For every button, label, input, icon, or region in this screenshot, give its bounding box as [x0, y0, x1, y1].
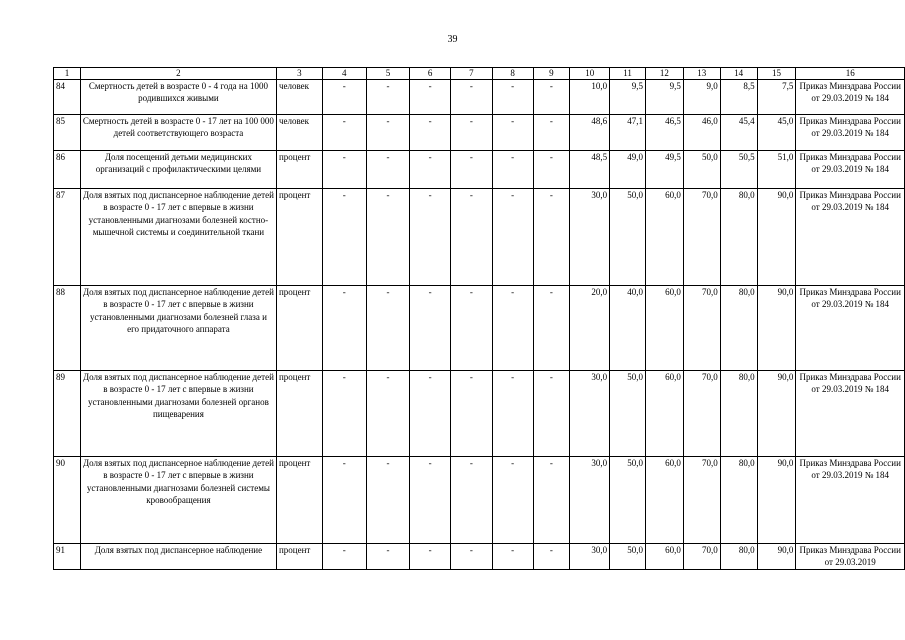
column-header-3: 3 [276, 68, 322, 80]
row-number: 85 [54, 115, 81, 151]
value-cell: 49,0 [610, 151, 646, 189]
value-cell: 60,0 [645, 544, 683, 570]
empty-value-cell: - [410, 189, 451, 286]
value-cell: 45,0 [757, 115, 796, 151]
value-cell: 47,1 [610, 115, 646, 151]
value-cell: 80,0 [720, 457, 757, 544]
empty-value-cell: - [410, 371, 451, 457]
value-cell: 49,5 [645, 151, 683, 189]
column-header-15: 15 [757, 68, 796, 80]
column-header-8: 8 [492, 68, 533, 80]
indicator-name: Смертность детей в возрасте 0 - 4 года на 1000 родившихся живыми [80, 80, 276, 115]
empty-value-cell: - [533, 115, 570, 151]
empty-value-cell: - [410, 151, 451, 189]
source-cell: Приказ Минздрава России от 29.03.2019 № 184 [796, 457, 905, 544]
source-cell: Приказ Минздрава России от 29.03.2019 [796, 544, 905, 570]
value-cell: 90,0 [757, 544, 796, 570]
value-cell: 70,0 [683, 286, 720, 371]
value-cell: 30,0 [570, 189, 610, 286]
value-cell: 30,0 [570, 544, 610, 570]
unit-cell: процент [276, 371, 322, 457]
value-cell: 60,0 [645, 189, 683, 286]
unit-cell: человек [276, 80, 322, 115]
empty-value-cell: - [410, 115, 451, 151]
indicator-name: Доля взятых под диспансерное наблюдение детей в возрасте 0 - 17 лет с впервые в жизни установленными диагнозами болезней системы кровообращения [80, 457, 276, 544]
value-cell: 50,0 [610, 371, 646, 457]
column-header-10: 10 [570, 68, 610, 80]
value-cell: 20,0 [570, 286, 610, 371]
empty-value-cell: - [492, 115, 533, 151]
value-cell: 90,0 [757, 189, 796, 286]
value-cell: 70,0 [683, 544, 720, 570]
page-number: 39 [447, 34, 458, 45]
value-cell: 30,0 [570, 457, 610, 544]
empty-value-cell: - [451, 189, 493, 286]
column-header-13: 13 [683, 68, 720, 80]
value-cell: 80,0 [720, 371, 757, 457]
empty-value-cell: - [366, 371, 410, 457]
empty-value-cell: - [451, 371, 493, 457]
table-row [54, 544, 905, 570]
source-cell: Приказ Минздрава России от 29.03.2019 № 184 [796, 189, 905, 286]
value-cell: 80,0 [720, 286, 757, 371]
value-cell: 80,0 [720, 189, 757, 286]
empty-value-cell: - [492, 371, 533, 457]
value-cell: 60,0 [645, 286, 683, 371]
value-cell: 50,0 [610, 189, 646, 286]
value-cell: 8,5 [720, 80, 757, 115]
empty-value-cell: - [366, 544, 410, 570]
row-number: 87 [54, 189, 81, 286]
row-number: 89 [54, 371, 81, 457]
value-cell: 30,0 [570, 371, 610, 457]
empty-value-cell: - [366, 457, 410, 544]
value-cell: 10,0 [570, 80, 610, 115]
column-header-11: 11 [610, 68, 646, 80]
column-header-6: 6 [410, 68, 451, 80]
indicator-name: Смертность детей в возрасте 0 - 17 лет на 100 000 детей соответствующего возраста [80, 115, 276, 151]
empty-value-cell: - [451, 151, 493, 189]
column-header-1: 1 [54, 68, 81, 80]
empty-value-cell: - [451, 457, 493, 544]
empty-value-cell: - [533, 544, 570, 570]
unit-cell: процент [276, 286, 322, 371]
table-row [54, 151, 905, 189]
empty-value-cell: - [410, 544, 451, 570]
value-cell: 70,0 [683, 457, 720, 544]
column-header-12: 12 [645, 68, 683, 80]
row-number: 91 [54, 544, 81, 570]
row-number: 90 [54, 457, 81, 544]
value-cell: 9,5 [610, 80, 646, 115]
value-cell: 9,0 [683, 80, 720, 115]
column-header-4: 4 [322, 68, 366, 80]
table-row [54, 457, 905, 544]
empty-value-cell: - [366, 286, 410, 371]
header-row [54, 68, 905, 80]
indicator-name: Доля посещений детьми медицинских организаций с профилактическими целями [80, 151, 276, 189]
value-cell: 60,0 [645, 371, 683, 457]
empty-value-cell: - [492, 151, 533, 189]
column-header-16: 16 [796, 68, 905, 80]
empty-value-cell: - [366, 189, 410, 286]
empty-value-cell: - [492, 286, 533, 371]
value-cell: 60,0 [645, 457, 683, 544]
empty-value-cell: - [410, 457, 451, 544]
value-cell: 46,0 [683, 115, 720, 151]
row-number: 84 [54, 80, 81, 115]
value-cell: 40,0 [610, 286, 646, 371]
empty-value-cell: - [451, 286, 493, 371]
empty-value-cell: - [492, 544, 533, 570]
empty-value-cell: - [366, 115, 410, 151]
empty-value-cell: - [492, 189, 533, 286]
empty-value-cell: - [533, 189, 570, 286]
value-cell: 51,0 [757, 151, 796, 189]
table-row [54, 80, 905, 115]
value-cell: 9,5 [645, 80, 683, 115]
column-header-5: 5 [366, 68, 410, 80]
table-row [54, 115, 905, 151]
value-cell: 70,0 [683, 189, 720, 286]
table-body [54, 68, 905, 570]
source-cell: Приказ Минздрава России от 29.03.2019 № 184 [796, 286, 905, 371]
table-row [54, 371, 905, 457]
indicator-name: Доля взятых под диспансерное наблюдение [80, 544, 276, 570]
value-cell: 90,0 [757, 457, 796, 544]
value-cell: 45,4 [720, 115, 757, 151]
empty-value-cell: - [366, 80, 410, 115]
value-cell: 46,5 [645, 115, 683, 151]
empty-value-cell: - [322, 189, 366, 286]
source-cell: Приказ Минздрава России от 29.03.2019 № 184 [796, 115, 905, 151]
empty-value-cell: - [366, 151, 410, 189]
empty-value-cell: - [410, 286, 451, 371]
empty-value-cell: - [322, 371, 366, 457]
table-row [54, 286, 905, 371]
unit-cell: процент [276, 544, 322, 570]
indicator-name: Доля взятых под диспансерное наблюдение детей в возрасте 0 - 17 лет с впервые в жизни установленными диагнозами болезней глаза и его придаточного аппарата [80, 286, 276, 371]
empty-value-cell: - [492, 80, 533, 115]
value-cell: 90,0 [757, 371, 796, 457]
empty-value-cell: - [410, 80, 451, 115]
empty-value-cell: - [322, 457, 366, 544]
empty-value-cell: - [533, 457, 570, 544]
indicators-table [53, 67, 905, 570]
empty-value-cell: - [322, 544, 366, 570]
empty-value-cell: - [492, 457, 533, 544]
column-header-9: 9 [533, 68, 570, 80]
empty-value-cell: - [533, 151, 570, 189]
value-cell: 50,0 [610, 457, 646, 544]
empty-value-cell: - [533, 286, 570, 371]
empty-value-cell: - [322, 151, 366, 189]
column-header-14: 14 [720, 68, 757, 80]
value-cell: 50,0 [683, 151, 720, 189]
value-cell: 90,0 [757, 286, 796, 371]
empty-value-cell: - [451, 80, 493, 115]
empty-value-cell: - [322, 286, 366, 371]
value-cell: 48,6 [570, 115, 610, 151]
row-number: 88 [54, 286, 81, 371]
column-header-7: 7 [451, 68, 493, 80]
unit-cell: человек [276, 115, 322, 151]
empty-value-cell: - [322, 115, 366, 151]
empty-value-cell: - [533, 80, 570, 115]
indicator-name: Доля взятых под диспансерное наблюдение детей в возрасте 0 - 17 лет с впервые в жизни установленными диагнозами болезней органов пищеварения [80, 371, 276, 457]
value-cell: 50,5 [720, 151, 757, 189]
empty-value-cell: - [533, 371, 570, 457]
value-cell: 70,0 [683, 371, 720, 457]
value-cell: 50,0 [610, 544, 646, 570]
value-cell: 48,5 [570, 151, 610, 189]
empty-value-cell: - [451, 115, 493, 151]
table-row [54, 189, 905, 286]
unit-cell: процент [276, 189, 322, 286]
column-header-2: 2 [80, 68, 276, 80]
row-number: 86 [54, 151, 81, 189]
source-cell: Приказ Минздрава России от 29.03.2019 № 184 [796, 151, 905, 189]
value-cell: 7,5 [757, 80, 796, 115]
source-cell: Приказ Минздрава России от 29.03.2019 № 184 [796, 80, 905, 115]
unit-cell: процент [276, 457, 322, 544]
empty-value-cell: - [322, 80, 366, 115]
indicator-name: Доля взятых под диспансерное наблюдение детей в возрасте 0 - 17 лет с впервые в жизни установленными диагнозами болезней костно-мышечной системы и соединительной ткани [80, 189, 276, 286]
empty-value-cell: - [451, 544, 493, 570]
source-cell: Приказ Минздрава России от 29.03.2019 № 184 [796, 371, 905, 457]
unit-cell: процент [276, 151, 322, 189]
value-cell: 80,0 [720, 544, 757, 570]
